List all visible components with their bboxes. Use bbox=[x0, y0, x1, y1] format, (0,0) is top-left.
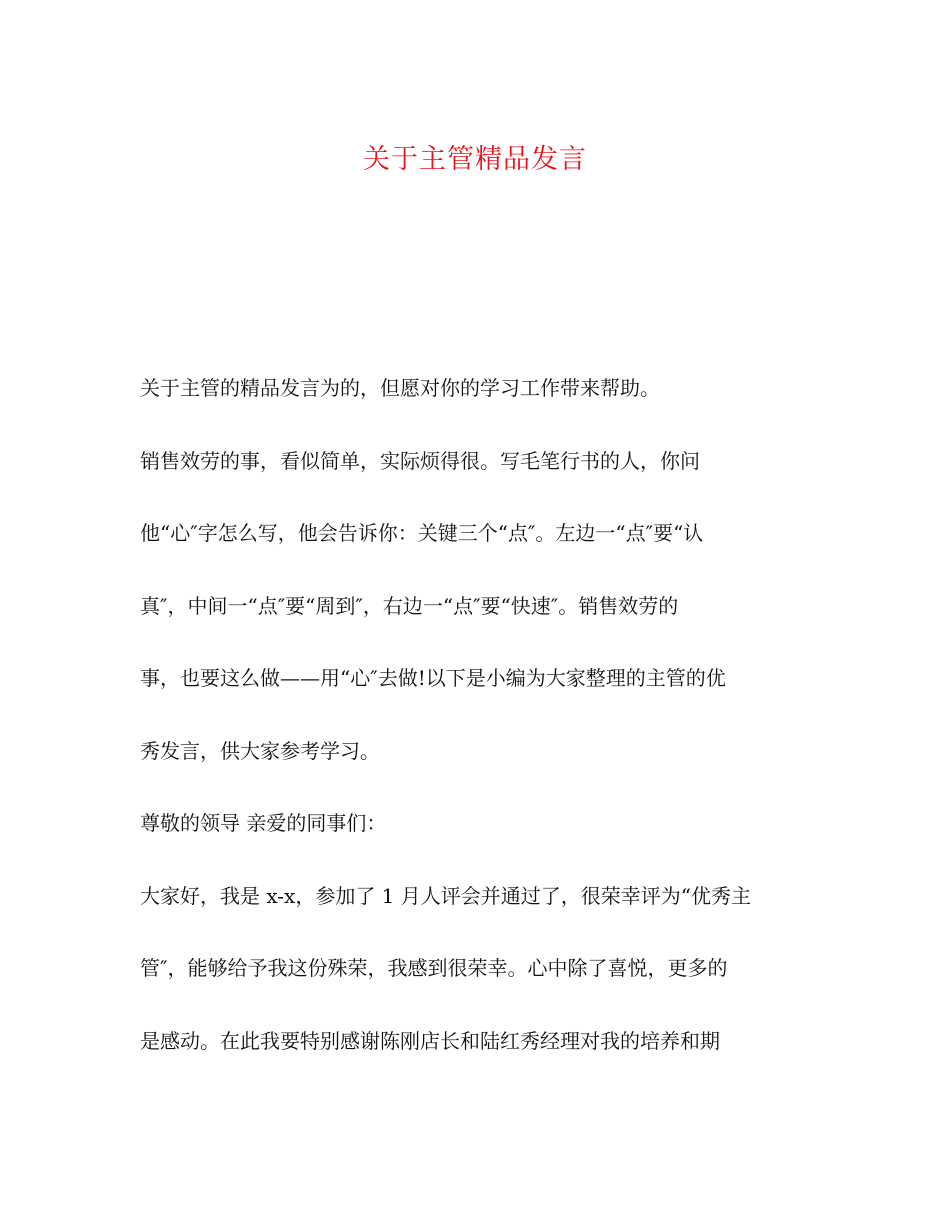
body-line-9: 管″，能够给予我这份殊荣，我感到很荣幸。心中除了喜悦，更多的 bbox=[140, 956, 728, 980]
body-line-6: 秀发言，供大家参考学习。 bbox=[140, 738, 380, 763]
body-line-3: 他“心″字怎么写，他会告诉你：关键三个“点″。左边一“点″要“认 bbox=[140, 521, 704, 545]
body-line-4: 真″，中间一“点″要“周到″，右边一“点″要“快速″。销售效劳的 bbox=[140, 593, 679, 618]
body-line-7: 尊敬的领导 亲爱的同事们： bbox=[140, 811, 387, 835]
body-line-8: 大家好，我是 x-x，参加了 1 月人评会并通过了，很荣幸评为“优秀主 bbox=[140, 883, 751, 908]
document-title: 关于主管精品发言 bbox=[363, 144, 587, 175]
body-line-5: 事，也要这么做——用“心″去做!以下是小编为大家整理的主管的优 bbox=[140, 666, 726, 690]
document-body bbox=[140, 368, 810, 1093]
body-line-10: 是感动。在此我要特别感谢陈刚店长和陆红秀经理对我的培养和期 bbox=[140, 1028, 720, 1053]
body-line-2: 销售效劳的事，看似简单，实际烦得很。写毛笔行书的人，你问 bbox=[140, 448, 700, 473]
body-line-1: 关于主管的精品发言为的，但愿对你的学习工作带来帮助。 bbox=[140, 376, 660, 400]
